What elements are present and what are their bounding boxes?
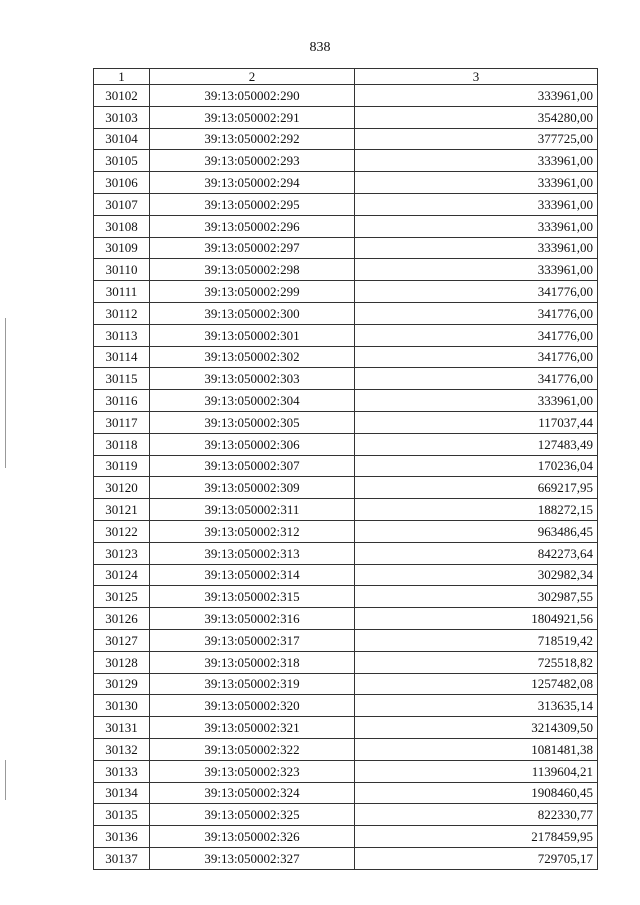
cadastral-value-cell: 341776,00 [355, 368, 598, 390]
table-row [94, 411, 598, 433]
cadastral-number-cell: 39:13:050002:317 [150, 629, 355, 651]
cadastral-value-cell: 1081481,38 [355, 738, 598, 760]
row-number-cell: 30111 [94, 281, 150, 303]
cadastral-value-cell: 313635,14 [355, 695, 598, 717]
cadastral-value-cell: 333961,00 [355, 172, 598, 194]
row-number-cell: 30110 [94, 259, 150, 281]
row-number-cell: 30106 [94, 172, 150, 194]
cadastral-number-cell: 39:13:050002:321 [150, 717, 355, 739]
cadastral-number-cell: 39:13:050002:296 [150, 215, 355, 237]
cadastral-value-cell: 341776,00 [355, 324, 598, 346]
row-number-cell: 30136 [94, 826, 150, 848]
row-number-cell: 30116 [94, 390, 150, 412]
table-row [94, 259, 598, 281]
cadastral-number-cell: 39:13:050002:301 [150, 324, 355, 346]
column-header-1: 1 [94, 69, 150, 85]
cadastral-value-cell: 729705,17 [355, 847, 598, 869]
cadastral-number-cell: 39:13:050002:327 [150, 847, 355, 869]
cadastral-number-cell: 39:13:050002:290 [150, 85, 355, 107]
cadastral-number-cell: 39:13:050002:313 [150, 542, 355, 564]
table-row [94, 193, 598, 215]
table-row [94, 760, 598, 782]
cadastral-number-cell: 39:13:050002:314 [150, 564, 355, 586]
cadastral-value-table [93, 68, 598, 870]
cadastral-value-cell: 963486,45 [355, 520, 598, 542]
row-number-cell: 30130 [94, 695, 150, 717]
table-header-row [94, 69, 598, 85]
table-row [94, 586, 598, 608]
cadastral-number-cell: 39:13:050002:300 [150, 302, 355, 324]
cadastral-value-cell: 127483,49 [355, 433, 598, 455]
cadastral-value-cell: 333961,00 [355, 150, 598, 172]
scan-margin-line [5, 760, 6, 800]
row-number-cell: 30124 [94, 564, 150, 586]
table-row [94, 695, 598, 717]
row-number-cell: 30114 [94, 346, 150, 368]
row-number-cell: 30137 [94, 847, 150, 869]
table-row [94, 106, 598, 128]
row-number-cell: 30109 [94, 237, 150, 259]
row-number-cell: 30123 [94, 542, 150, 564]
table-row [94, 847, 598, 869]
column-header-2: 2 [150, 69, 355, 85]
cadastral-value-cell: 377725,00 [355, 128, 598, 150]
cadastral-number-cell: 39:13:050002:293 [150, 150, 355, 172]
cadastral-value-cell: 1804921,56 [355, 608, 598, 630]
cadastral-value-cell: 718519,42 [355, 629, 598, 651]
cadastral-value-cell: 302982,34 [355, 564, 598, 586]
cadastral-value-cell: 1139604,21 [355, 760, 598, 782]
table-row [94, 128, 598, 150]
table-row [94, 717, 598, 739]
table-row [94, 542, 598, 564]
table-row [94, 804, 598, 826]
cadastral-value-cell: 302987,55 [355, 586, 598, 608]
cadastral-number-cell: 39:13:050002:297 [150, 237, 355, 259]
row-number-cell: 30126 [94, 608, 150, 630]
cadastral-number-cell: 39:13:050002:318 [150, 651, 355, 673]
cadastral-number-cell: 39:13:050002:324 [150, 782, 355, 804]
table-row [94, 85, 598, 107]
cadastral-number-cell: 39:13:050002:305 [150, 411, 355, 433]
row-number-cell: 30108 [94, 215, 150, 237]
row-number-cell: 30131 [94, 717, 150, 739]
table-row [94, 215, 598, 237]
cadastral-number-cell: 39:13:050002:302 [150, 346, 355, 368]
table-row [94, 673, 598, 695]
cadastral-number-cell: 39:13:050002:295 [150, 193, 355, 215]
cadastral-number-cell: 39:13:050002:306 [150, 433, 355, 455]
cadastral-number-cell: 39:13:050002:312 [150, 520, 355, 542]
row-number-cell: 30112 [94, 302, 150, 324]
cadastral-value-cell: 341776,00 [355, 302, 598, 324]
cadastral-value-cell: 333961,00 [355, 193, 598, 215]
row-number-cell: 30134 [94, 782, 150, 804]
cadastral-number-cell: 39:13:050002:304 [150, 390, 355, 412]
cadastral-value-cell: 725518,82 [355, 651, 598, 673]
row-number-cell: 30132 [94, 738, 150, 760]
cadastral-number-cell: 39:13:050002:323 [150, 760, 355, 782]
table-row [94, 564, 598, 586]
table-row [94, 826, 598, 848]
cadastral-value-cell: 333961,00 [355, 215, 598, 237]
table-row [94, 477, 598, 499]
cadastral-value-cell: 1257482,08 [355, 673, 598, 695]
row-number-cell: 30105 [94, 150, 150, 172]
row-number-cell: 30107 [94, 193, 150, 215]
row-number-cell: 30113 [94, 324, 150, 346]
table-body [94, 85, 598, 870]
table-row [94, 455, 598, 477]
cadastral-number-cell: 39:13:050002:292 [150, 128, 355, 150]
table-row [94, 433, 598, 455]
cadastral-number-cell: 39:13:050002:315 [150, 586, 355, 608]
row-number-cell: 30103 [94, 106, 150, 128]
row-number-cell: 30121 [94, 499, 150, 521]
row-number-cell: 30135 [94, 804, 150, 826]
cadastral-number-cell: 39:13:050002:322 [150, 738, 355, 760]
cadastral-value-cell: 333961,00 [355, 390, 598, 412]
table-row [94, 651, 598, 673]
table-row [94, 629, 598, 651]
table-row [94, 237, 598, 259]
table-row [94, 281, 598, 303]
cadastral-value-cell: 354280,00 [355, 106, 598, 128]
cadastral-value-cell: 341776,00 [355, 346, 598, 368]
row-number-cell: 30127 [94, 629, 150, 651]
cadastral-number-cell: 39:13:050002:319 [150, 673, 355, 695]
cadastral-value-cell: 3214309,50 [355, 717, 598, 739]
cadastral-value-cell: 1908460,45 [355, 782, 598, 804]
cadastral-number-cell: 39:13:050002:294 [150, 172, 355, 194]
cadastral-value-cell: 117037,44 [355, 411, 598, 433]
row-number-cell: 30125 [94, 586, 150, 608]
row-number-cell: 30122 [94, 520, 150, 542]
table-row [94, 520, 598, 542]
table-row [94, 346, 598, 368]
row-number-cell: 30102 [94, 85, 150, 107]
row-number-cell: 30104 [94, 128, 150, 150]
cadastral-number-cell: 39:13:050002:311 [150, 499, 355, 521]
cadastral-value-cell: 669217,95 [355, 477, 598, 499]
cadastral-value-cell: 842273,64 [355, 542, 598, 564]
table-row [94, 368, 598, 390]
table-row [94, 150, 598, 172]
row-number-cell: 30118 [94, 433, 150, 455]
table-row [94, 738, 598, 760]
row-number-cell: 30117 [94, 411, 150, 433]
table-row [94, 302, 598, 324]
row-number-cell: 30115 [94, 368, 150, 390]
cadastral-value-cell: 341776,00 [355, 281, 598, 303]
page-number: 838 [309, 40, 331, 55]
row-number-cell: 30120 [94, 477, 150, 499]
table-row [94, 499, 598, 521]
row-number-cell: 30129 [94, 673, 150, 695]
cadastral-number-cell: 39:13:050002:299 [150, 281, 355, 303]
cadastral-number-cell: 39:13:050002:307 [150, 455, 355, 477]
row-number-cell: 30119 [94, 455, 150, 477]
cadastral-value-cell: 188272,15 [355, 499, 598, 521]
cadastral-number-cell: 39:13:050002:303 [150, 368, 355, 390]
cadastral-number-cell: 39:13:050002:326 [150, 826, 355, 848]
table-row [94, 172, 598, 194]
cadastral-value-cell: 333961,00 [355, 237, 598, 259]
scan-margin-line [5, 318, 6, 468]
cadastral-number-cell: 39:13:050002:291 [150, 106, 355, 128]
column-header-3: 3 [355, 69, 598, 85]
cadastral-value-cell: 333961,00 [355, 259, 598, 281]
cadastral-number-cell: 39:13:050002:316 [150, 608, 355, 630]
cadastral-value-cell: 2178459,95 [355, 826, 598, 848]
table-row [94, 324, 598, 346]
table-row [94, 390, 598, 412]
cadastral-value-cell: 822330,77 [355, 804, 598, 826]
table-row [94, 608, 598, 630]
cadastral-value-cell: 333961,00 [355, 85, 598, 107]
cadastral-number-cell: 39:13:050002:320 [150, 695, 355, 717]
cadastral-number-cell: 39:13:050002:325 [150, 804, 355, 826]
row-number-cell: 30133 [94, 760, 150, 782]
cadastral-number-cell: 39:13:050002:309 [150, 477, 355, 499]
cadastral-value-cell: 170236,04 [355, 455, 598, 477]
row-number-cell: 30128 [94, 651, 150, 673]
table-row [94, 782, 598, 804]
cadastral-number-cell: 39:13:050002:298 [150, 259, 355, 281]
